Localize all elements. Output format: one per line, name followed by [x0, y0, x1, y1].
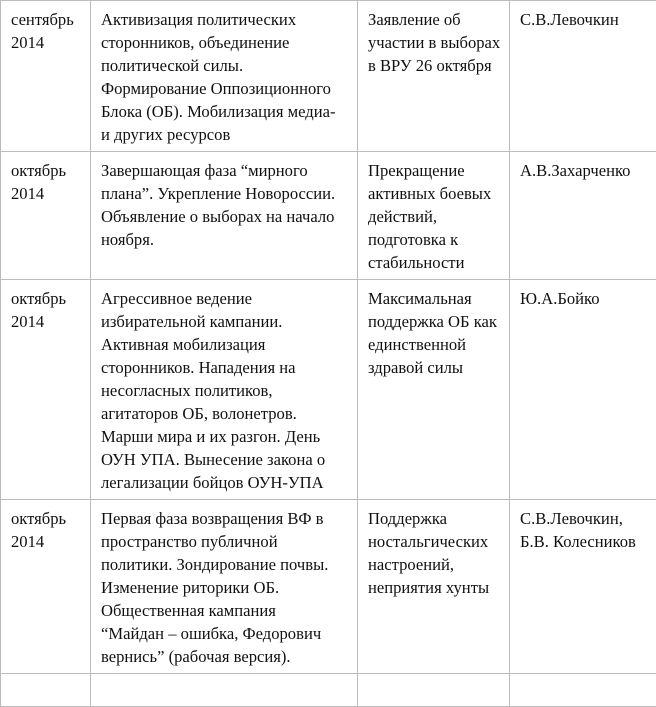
action-line: ОУН УПА. Вынесение закона о	[101, 448, 350, 471]
action-line: Первая фаза возвращения ВФ в	[101, 507, 350, 530]
empty-cell	[1, 674, 91, 707]
action-line: Активизация политических	[101, 8, 350, 31]
action-line: Общественная кампания	[101, 599, 350, 622]
date-line: 2014	[11, 310, 83, 333]
responsible-cell	[510, 152, 656, 280]
action-line: Агрессивное ведение	[101, 287, 350, 310]
date-line: октябрь	[11, 287, 83, 310]
action-line: избирательной кампании.	[101, 310, 350, 333]
responsible-cell	[510, 1, 656, 152]
action-line: ноября.	[101, 228, 350, 251]
goal-line: неприятия хунты	[368, 576, 502, 599]
goal-cell	[358, 1, 510, 152]
action-line: легализации бойцов ОУН-УПА	[101, 471, 350, 494]
date-cell	[1, 1, 91, 152]
date-cell	[1, 152, 91, 280]
goal-line: участии в выборах	[368, 31, 502, 54]
date-line: октябрь	[11, 507, 83, 530]
table-row	[1, 500, 656, 674]
date-cell	[1, 500, 91, 674]
goal-line: активных боевых	[368, 182, 502, 205]
table-row	[1, 1, 656, 152]
goal-line: Прекращение	[368, 159, 502, 182]
action-line: Формирование Оппозиционного	[101, 77, 350, 100]
goal-line: поддержка ОБ как	[368, 310, 502, 333]
action-line: политической силы.	[101, 54, 350, 77]
action-cell	[91, 280, 358, 500]
table-row	[1, 280, 656, 500]
action-line: Завершающая фаза “мирного	[101, 159, 350, 182]
goal-line: настроений,	[368, 553, 502, 576]
action-line: сторонников. Нападения на	[101, 356, 350, 379]
action-line: плана”. Укрепление Новороссии.	[101, 182, 350, 205]
action-line: Активная мобилизация	[101, 333, 350, 356]
responsible-line: Б.В. Колесников	[520, 530, 649, 553]
action-cell	[91, 1, 358, 152]
action-line: Блока (ОБ). Мобилизация медиа-	[101, 100, 350, 123]
goal-cell	[358, 500, 510, 674]
goal-line: стабильности	[368, 251, 502, 274]
action-line: вернись” (рабочая версия).	[101, 645, 350, 668]
responsible-cell	[510, 500, 656, 674]
action-line: пространство публичной	[101, 530, 350, 553]
action-line: агитаторов ОБ, волонетров.	[101, 402, 350, 425]
responsible-line: С.В.Левочкин	[520, 8, 649, 31]
empty-cell	[358, 674, 510, 707]
date-line: октябрь	[11, 159, 83, 182]
goal-line: здравой силы	[368, 356, 502, 379]
date-line: сентябрь	[11, 8, 83, 31]
responsible-line: А.В.Захарченко	[520, 159, 649, 182]
date-line: 2014	[11, 31, 83, 54]
goal-line: действий,	[368, 205, 502, 228]
goal-cell	[358, 152, 510, 280]
goal-cell	[358, 280, 510, 500]
date-cell	[1, 280, 91, 500]
table-row-partial	[1, 674, 656, 707]
empty-cell	[91, 674, 358, 707]
empty-cell	[510, 674, 656, 707]
responsible-line: Ю.А.Бойко	[520, 287, 649, 310]
action-line: политики. Зондирование почвы.	[101, 553, 350, 576]
action-line: Марши мира и их разгон. День	[101, 425, 350, 448]
goal-line: в ВРУ 26 октября	[368, 54, 502, 77]
action-line: Изменение риторики ОБ.	[101, 576, 350, 599]
goal-line: Максимальная	[368, 287, 502, 310]
table-row	[1, 152, 656, 280]
goal-line: подготовка к	[368, 228, 502, 251]
action-line: Объявление о выборах на начало	[101, 205, 350, 228]
action-cell	[91, 500, 358, 674]
goal-line: Заявление об	[368, 8, 502, 31]
date-line: 2014	[11, 182, 83, 205]
responsible-line: С.В.Левочкин,	[520, 507, 649, 530]
date-line: 2014	[11, 530, 83, 553]
action-cell	[91, 152, 358, 280]
goal-line: единственной	[368, 333, 502, 356]
goal-line: ностальгических	[368, 530, 502, 553]
action-line: несогласных политиков,	[101, 379, 350, 402]
action-line: “Майдан – ошибка, Федорович	[101, 622, 350, 645]
action-line: и других ресурсов	[101, 123, 350, 146]
action-line: сторонников, объединение	[101, 31, 350, 54]
responsible-cell	[510, 280, 656, 500]
goal-line: Поддержка	[368, 507, 502, 530]
